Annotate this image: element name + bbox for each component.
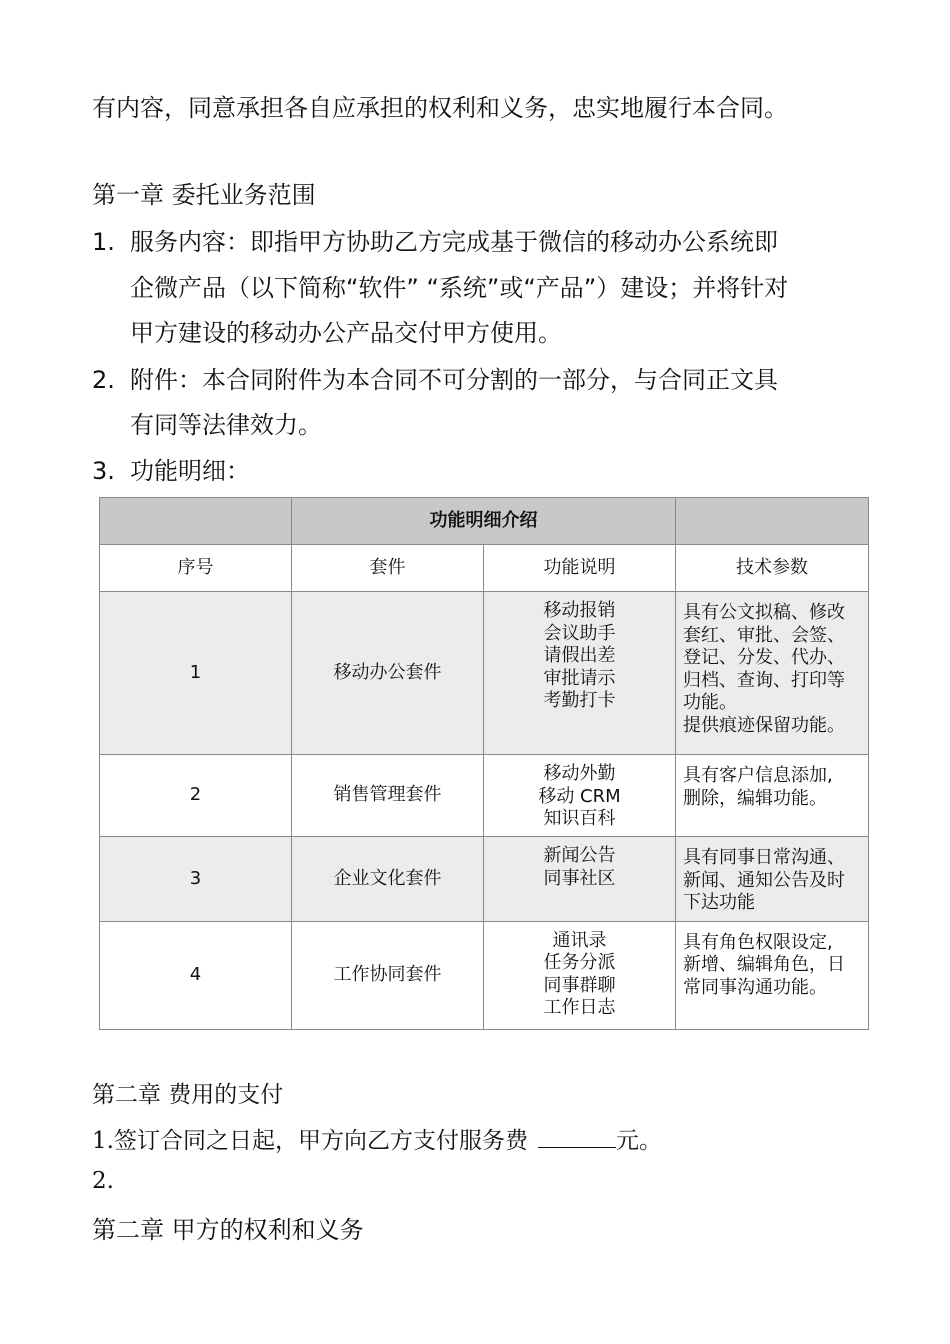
feature-item: 移动报销 [543, 600, 616, 621]
tech-line: 功能。 [683, 692, 737, 713]
feature-item: 任务分派 [543, 952, 616, 973]
feature-item: 同事群聊 [543, 974, 616, 996]
tech-line: 常同事沟通功能。 [683, 976, 827, 998]
row-tech-params [676, 837, 869, 922]
intro-line: 有内容，同意承担各自应承担的权利和义务，忠实地履行本合同。 [92, 94, 788, 122]
clause-1-number: 1. [92, 228, 115, 256]
clause-3-number: 3. [92, 457, 115, 485]
payment-clause-suffix: 元。 [615, 1128, 662, 1154]
table-row [100, 592, 869, 755]
tech-line: 具有同事日常沟通、 [683, 847, 845, 868]
row-features [484, 755, 676, 837]
tech-line: 具有客户信息添加, [683, 765, 833, 786]
feature-item: 审批请示 [543, 667, 616, 689]
table-header-row [100, 545, 869, 592]
function-detail-table [99, 497, 869, 1030]
tech-line: 新增、编辑角色，日 [683, 954, 845, 975]
header-number: 序号 [100, 545, 292, 592]
feature-item: 会议助手 [543, 622, 616, 644]
tech-line: 归档、查询、打印等 [683, 669, 845, 691]
payment-clause-text: 1.签订合同之日起，甲方向乙方支付服务费 [92, 1128, 528, 1154]
payment-clause-2: 2. [92, 1168, 114, 1194]
row-number: 2 [100, 755, 292, 837]
clause-2-text: 附件：本合同附件为本合同不可分割的一部分，与合同正文具 [130, 366, 778, 394]
clause-2-number: 2. [92, 366, 115, 394]
chapter-2-title: 第二章 费用的支付 [92, 1082, 284, 1108]
feature-item: 移动 CRM [538, 785, 621, 807]
feature-item: 同事社区 [543, 867, 616, 889]
clause-3-text: 功能明细： [130, 457, 250, 485]
row-features [484, 837, 676, 922]
row-number: 3 [100, 837, 292, 922]
table-caption-empty-cell [100, 498, 292, 545]
chapter-3-title: 第二章 甲方的权利和义务 [92, 1216, 364, 1244]
row-suite: 销售管理套件 [292, 755, 484, 837]
clause-1-line-2: 企微产品（以下简称“软件” “系统”或“产品”）建设；并将针对 [130, 274, 789, 302]
row-tech-params [676, 592, 869, 755]
table-row [100, 837, 869, 922]
row-suite: 移动办公套件 [292, 592, 484, 755]
header-suite: 套件 [292, 545, 484, 592]
clause-1-line-3: 甲方建设的移动办公产品交付甲方使用。 [130, 319, 562, 347]
tech-line: 提供痕迹保留功能。 [683, 714, 845, 736]
feature-item: 考勤打卡 [543, 690, 616, 711]
table-row [100, 921, 869, 1029]
feature-item: 新闻公告 [543, 845, 616, 866]
tech-line: 具有角色权限设定, [683, 931, 833, 953]
table-caption-row [100, 498, 869, 545]
table-caption-empty-cell [676, 498, 869, 545]
feature-item: 工作日志 [543, 997, 616, 1018]
table-row [100, 755, 869, 837]
row-suite: 工作协同套件 [292, 921, 484, 1029]
row-number: 4 [100, 921, 292, 1029]
tech-line: 登记、分发、代办、 [683, 647, 845, 668]
chapter-1-title: 第一章 委托业务范围 [92, 181, 316, 209]
tech-line: 套红、审批、会签、 [683, 624, 845, 646]
row-features [484, 921, 676, 1029]
row-number: 1 [100, 592, 292, 755]
header-features: 功能说明 [484, 545, 676, 592]
feature-item: 通讯录 [552, 929, 607, 951]
clause-1-line-1 [92, 222, 778, 257]
row-tech-params [676, 755, 869, 837]
row-features [484, 592, 676, 755]
tech-line: 新闻、通知公告及时 [683, 869, 845, 891]
amount-blank [538, 1127, 616, 1148]
clause-1-text: 服务内容：即指甲方协助乙方完成基于微信的移动办公系统即 [130, 228, 778, 256]
feature-item: 移动外勤 [543, 763, 616, 784]
feature-item: 请假出差 [543, 645, 616, 666]
clause-2-line-1 [92, 360, 778, 395]
header-tech-params: 技术参数 [676, 545, 869, 592]
table-caption: 功能明细介绍 [292, 498, 676, 545]
payment-clause-1 [92, 1122, 662, 1155]
tech-line: 下达功能 [683, 892, 755, 913]
row-suite: 企业文化套件 [292, 837, 484, 922]
feature-item: 知识百科 [543, 808, 616, 829]
tech-line: 具有公文拟稿、修改 [683, 602, 845, 623]
clause-2-line-2: 有同等法律效力。 [130, 411, 322, 439]
clause-3-line-1 [92, 451, 250, 486]
row-tech-params [676, 921, 869, 1029]
tech-line: 删除，编辑功能。 [683, 787, 827, 809]
